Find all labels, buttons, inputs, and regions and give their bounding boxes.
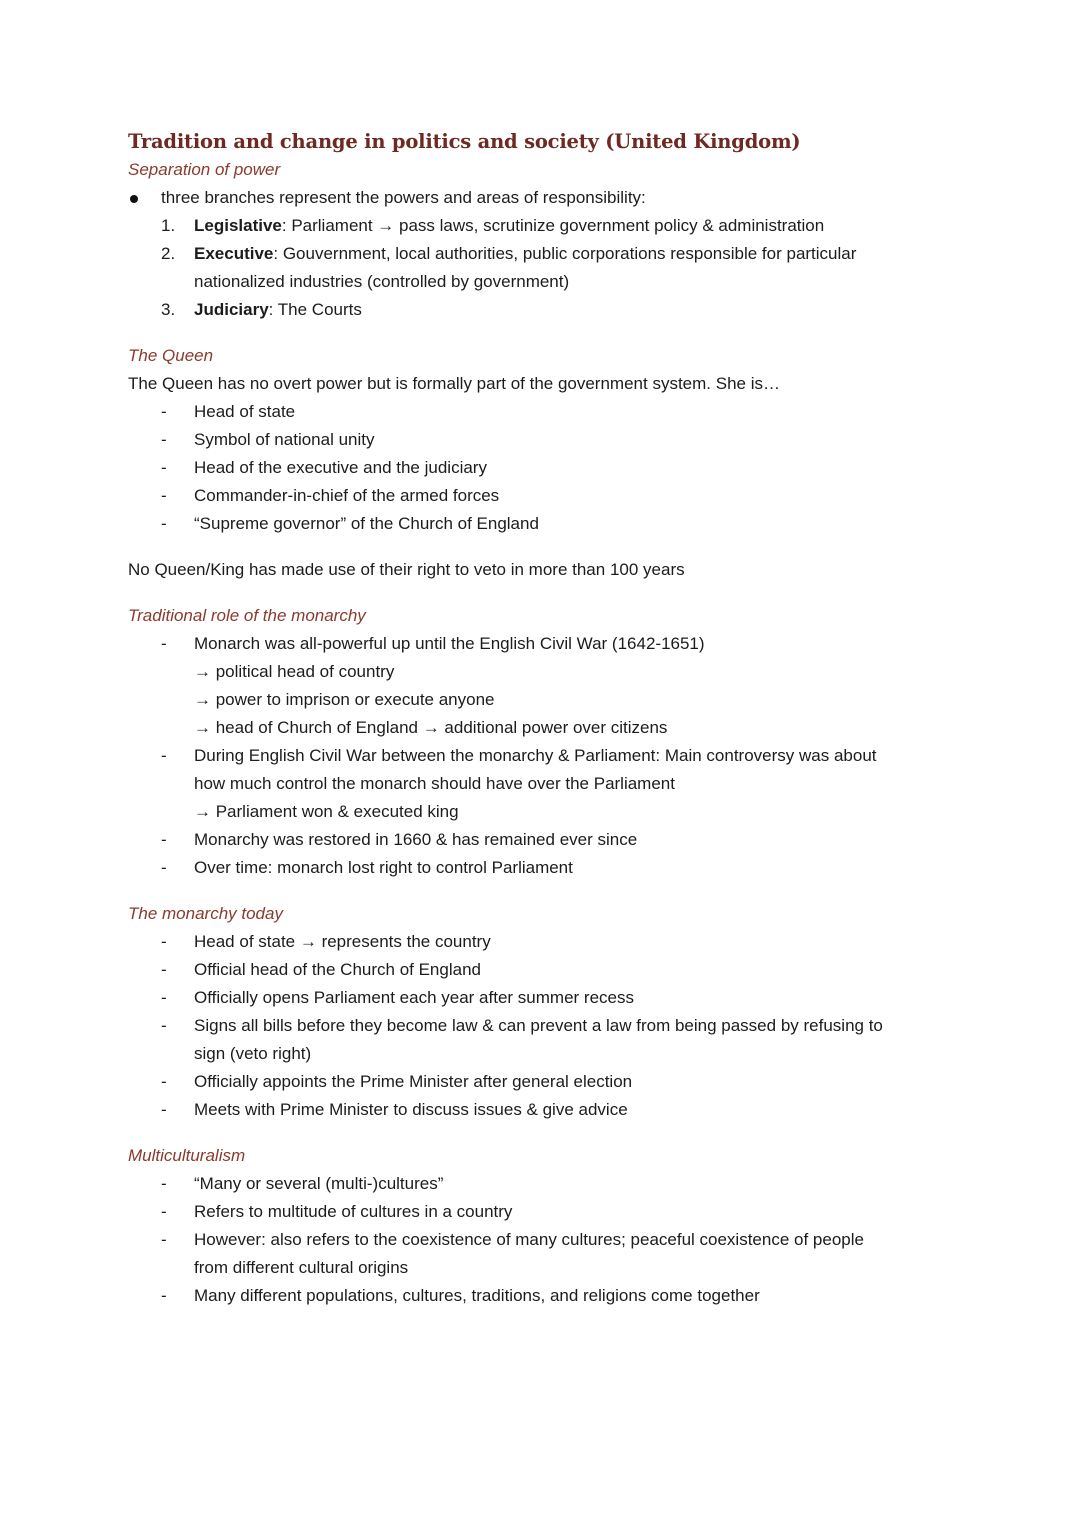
list-item-continuation: sign (veto right) (194, 1044, 312, 1063)
arrow-line: → head of Church of England → additional power over citizens (194, 718, 668, 737)
arrow-line: → power to imprison or execute anyone (194, 690, 495, 709)
queen-heading: The Queen (128, 346, 214, 365)
list-item: - Over time: monarch lost right to control Parliament (161, 858, 573, 877)
list-item-continuation: from different cultural origins (194, 1258, 409, 1277)
numbered-item: 3. Judiciary: The Courts (161, 300, 362, 319)
bullet-item: three branches represent the powers and areas of responsibility: (128, 184, 948, 212)
veto-note: No Queen/King has made use of their right to veto in more than 100 years (128, 560, 685, 579)
multiculturalism-heading: Multiculturalism (128, 1146, 246, 1165)
list-item: - “Supreme governor” of the Church of England (161, 514, 539, 533)
list-item: - “Many or several (multi-)cultures” (161, 1174, 444, 1193)
numbered-item: 1. Legislative: Parliament → pass laws, scrutinize government policy & administration (161, 216, 825, 235)
arrow-line: → political head of country (194, 662, 395, 681)
bullet-icon (130, 195, 138, 203)
list-item: - Head of the executive and the judiciary (161, 458, 487, 477)
list-item: - Commander-in-chief of the armed forces (161, 486, 500, 505)
separation-heading: Separation of power (128, 160, 281, 179)
traditional-heading: Traditional role of the monarchy (128, 606, 366, 625)
document-title: Tradition and change in politics and society (United Kingdom) (128, 130, 801, 153)
list-item: - Symbol of national unity (161, 430, 375, 449)
list-item: - Many different populations, cultures, traditions, and religions come together (161, 1286, 760, 1305)
list-item: - Signs all bills before they become law & can prevent a law from being passed by refusing to (161, 1016, 883, 1035)
list-item: - Monarchy was restored in 1660 & has remained ever since (161, 830, 638, 849)
list-item: - Head of state (161, 402, 296, 421)
arrow-line: → Parliament won & executed king (194, 802, 459, 821)
queen-intro: The Queen has no overt power but is formally part of the government system. She is… (128, 374, 780, 393)
list-item-continuation: how much control the monarch should have over the Parliament (194, 774, 675, 793)
list-item: - Officially opens Parliament each year after summer recess (161, 988, 634, 1007)
list-item: - Official head of the Church of England (161, 960, 481, 979)
document-page (128, 128, 948, 1310)
numbered-item-continuation: nationalized industries (controlled by government) (194, 272, 570, 291)
today-heading: The monarchy today (128, 904, 283, 923)
list-item: - Officially appoints the Prime Minister after general election (161, 1072, 633, 1091)
list-item: - However: also refers to the coexistence of many cultures; peaceful coexistence of people (161, 1230, 864, 1249)
list-item: - Head of state → represents the country (161, 932, 491, 951)
numbered-item: 2. Executive: Gouvernment, local authorities, public corporations responsible for particular (161, 244, 857, 263)
list-item: - Refers to multitude of cultures in a country (161, 1202, 513, 1221)
list-item: - Meets with Prime Minister to discuss issues & give advice (161, 1100, 628, 1119)
list-item: - During English Civil War between the monarchy & Parliament: Main controversy was about (161, 746, 877, 765)
list-item: - Monarch was all-powerful up until the English Civil War (1642-1651) (161, 634, 705, 653)
